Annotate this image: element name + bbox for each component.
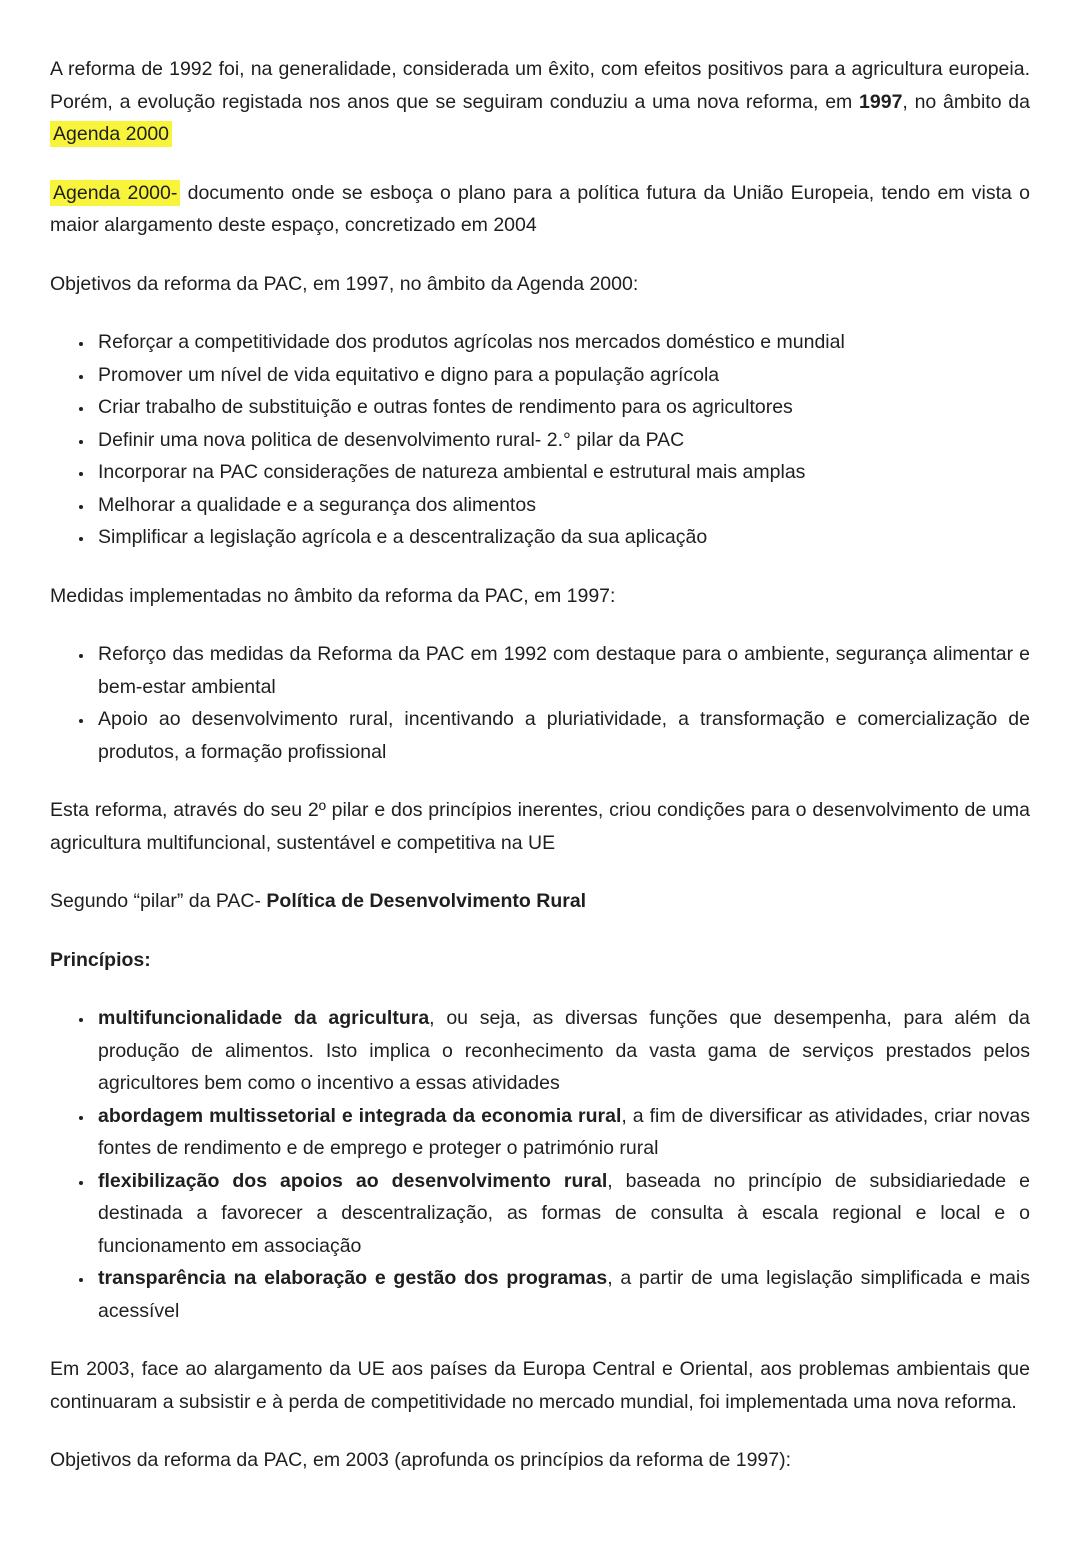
text-run: Reforço das medidas da Reforma da PAC em 1992 com destaque para o ambiente, segurança alimentar e bem-estar ambiental [98, 643, 1030, 698]
list-item [94, 326, 1030, 359]
text-run: , no âmbito da [902, 90, 1030, 113]
heading-objetivos-2003: Objetivos da reforma da PAC, em 2003 (aprofunda os princípios da reforma de 1997): [50, 1449, 792, 1471]
bold-text: flexibilização dos apoios ao desenvolvimento rural [98, 1169, 608, 1192]
paragraph-em-2003: Em 2003, face ao alargamento da UE aos países da Europa Central e Oriental, aos problemas ambientais que continuaram a subsistir e à perda de competitividade no mercado mundial, foi implementada uma nova reforma. [50, 1358, 1030, 1413]
bold-text: transparência na elaboração e gestão dos programas [98, 1267, 608, 1289]
list-item [94, 391, 1030, 424]
bold-text: multifuncionalidade da agricultura [98, 1007, 430, 1029]
list-item [94, 359, 1030, 392]
bold-text: 1997 [859, 90, 903, 113]
text-run: Incorporar na PAC considerações de natureza ambiental e estrutural mais amplas [98, 461, 806, 483]
paragraph-esta-reforma: Esta reforma, através do seu 2º pilar e dos princípios inerentes, criou condições para o desenvolvimento de uma agricultura multifuncional, sustentável e competitiva na UE [50, 799, 1030, 854]
bold-text: abordagem multissetorial e integrada da economia rural [98, 1104, 622, 1127]
heading-objetivos-1997: Objetivos da reforma da PAC, em 1997, no âmbito da Agenda 2000: [50, 272, 639, 295]
text-run: Promover um nível de vida equitativo e digno para a população agrícola [98, 363, 720, 386]
heading-principios: Princípios: [50, 948, 151, 971]
list-item [94, 638, 1030, 703]
text-run: , ou seja, as diversas funções que desempenha, para além da produção de alimentos. Isto implica o reconhecimento da vasta gama de serviços prestados pelos agricultores bem como o incentivo a essas atividades [98, 1007, 1030, 1094]
list-item [94, 489, 1030, 522]
text-run: Melhorar a qualidade e a segurança dos alimentos [98, 493, 536, 516]
text-run: Apoio ao desenvolvimento rural, incentivando a pluriatividade, a transformação e comercialização de produtos, a formação profissional [98, 708, 1030, 763]
bold-text: Política de Desenvolvimento Rural [266, 890, 587, 912]
text-run: , a fim de diversificar as atividades, criar novas fontes de rendimento e de emprego e proteger o património rural [98, 1104, 1030, 1159]
list-item [94, 1002, 1030, 1100]
list-principios [50, 1002, 1030, 1327]
highlighted-text: Agenda 2000 [50, 121, 172, 147]
list-medidas-1997 [50, 638, 1030, 768]
list-item [94, 456, 1030, 489]
list-item [94, 1262, 1030, 1327]
list-objetivos-1997 [50, 326, 1030, 554]
paragraph-reforma-1992 [50, 53, 1030, 151]
text-run: A reforma de 1992 foi, na generalidade, considerada um êxito, com efeitos positivos para a agricultura europeia. Porém, a evolução registada nos anos que se seguiram conduziu a uma nova reforma, em [50, 58, 1030, 113]
list-item [94, 1100, 1030, 1165]
text-run: , a partir de uma legislação simplificada e mais acessível [98, 1267, 1030, 1322]
text-run: Reforçar a competitividade dos produtos agrícolas nos mercados doméstico e mundial [98, 331, 845, 353]
text-run: Segundo “pilar” da PAC- [50, 890, 267, 912]
list-item [94, 521, 1030, 554]
heading-segundo-pilar [50, 885, 1030, 918]
text-run: documento onde se esboça o plano para a política futura da União Europeia, tendo em vista o maior alargamento deste espaço, concretizado em 2004 [50, 181, 1030, 236]
highlighted-text: Agenda 2000- [50, 180, 180, 206]
list-item [94, 1165, 1030, 1263]
text-run: Simplificar a legislação agrícola e a descentralização da sua aplicação [98, 526, 708, 548]
list-item [94, 703, 1030, 768]
list-item [94, 424, 1030, 457]
paragraph-agenda-2000-definition [50, 177, 1030, 242]
text-run: Definir uma nova politica de desenvolvimento rural- 2.° pilar da PAC [98, 428, 685, 451]
text-run: , baseada no princípio de subsidiariedade e destinada a favorecer a descentralização, as formas de consulta à escala regional e local e o funcionamento em associação [98, 1169, 1030, 1257]
heading-medidas-1997: Medidas implementadas no âmbito da reforma da PAC, em 1997: [50, 584, 616, 607]
text-run: Criar trabalho de substituição e outras fontes de rendimento para os agricultores [98, 396, 793, 418]
